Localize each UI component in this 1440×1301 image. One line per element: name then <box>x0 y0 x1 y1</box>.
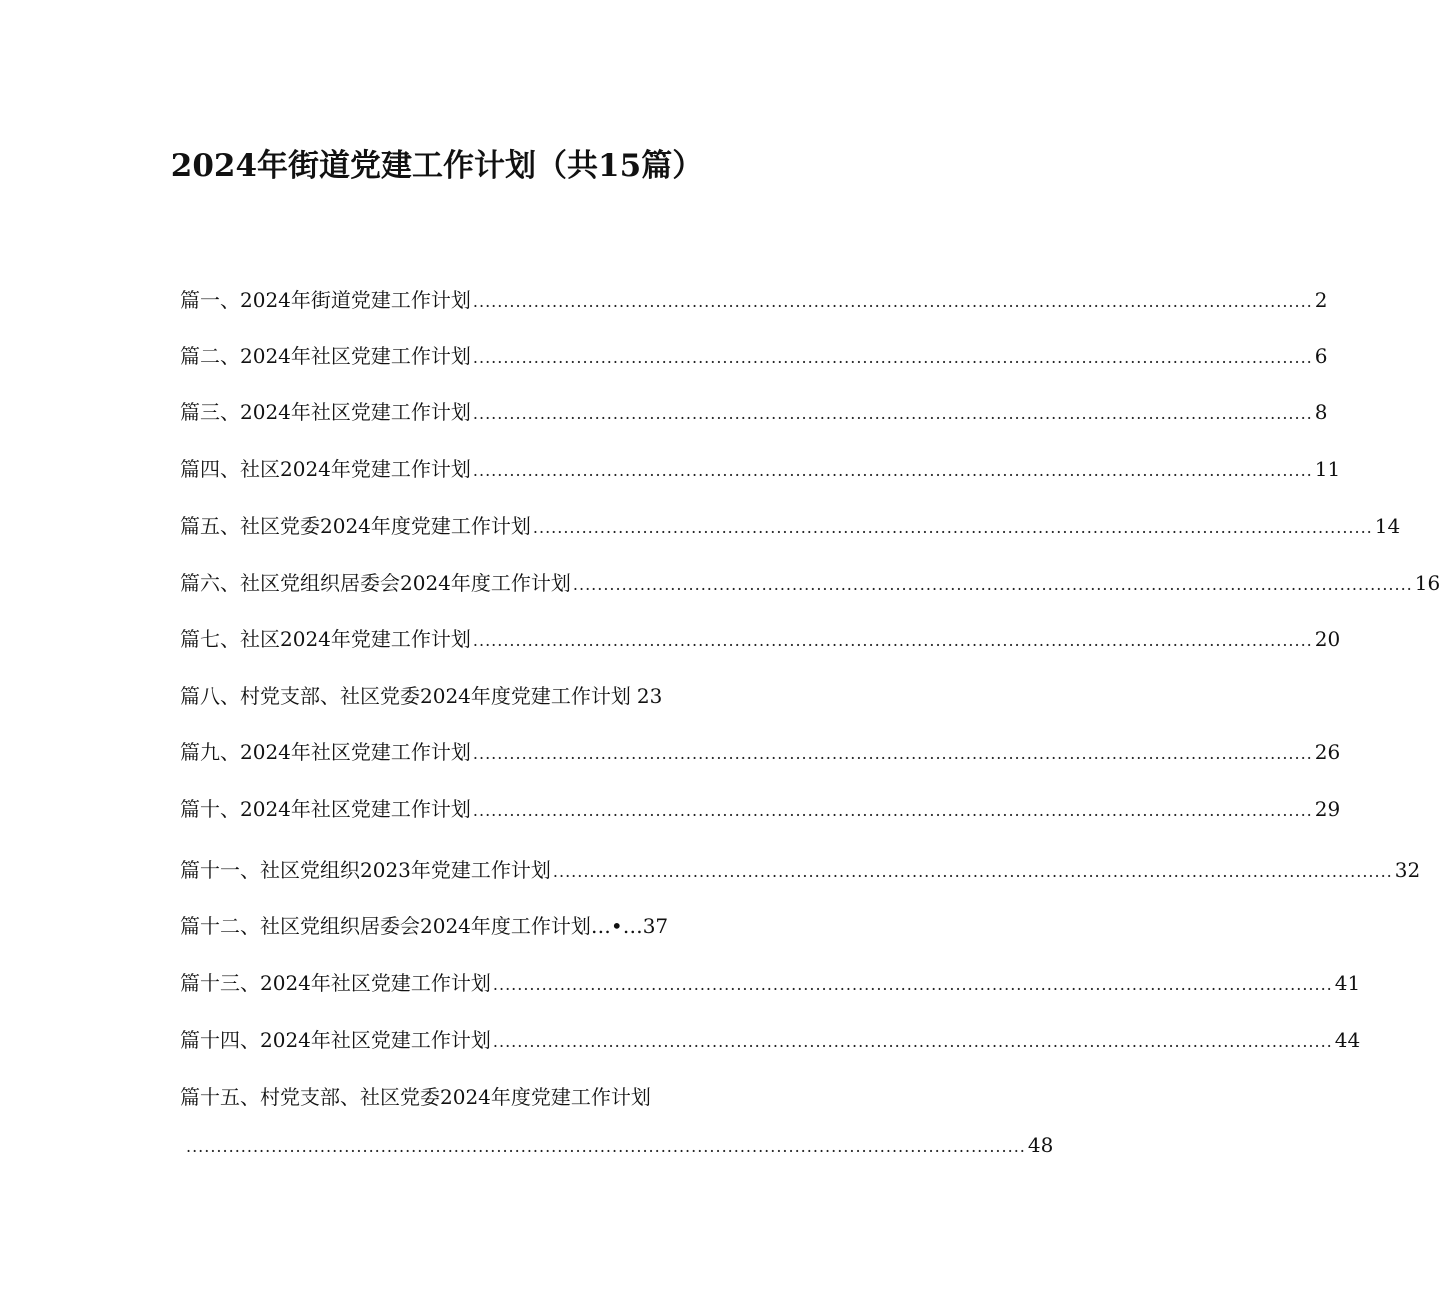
toc-entry-title: 篇十四、2024年社区党建工作计划 <box>180 1028 491 1052</box>
toc-entry-title: 篇七、社区2024年党建工作计划 <box>180 627 471 651</box>
toc-page-number: 32 <box>1394 858 1421 882</box>
toc-leader-dots: .......................................................................................................................................... <box>492 975 1333 994</box>
toc-entry-title: 篇六、社区党组织居委会2024年度工作计划 <box>180 571 571 595</box>
toc-page-number: 2 <box>1314 288 1328 312</box>
toc-entry-4[interactable] <box>180 453 1341 485</box>
toc-entry-6[interactable] <box>180 567 1440 599</box>
toc-entry-12[interactable] <box>180 910 770 942</box>
toc-entry-title: 篇十一、社区党组织2023年党建工作计划 <box>180 858 551 882</box>
toc-entry-title: 篇十三、2024年社区党建工作计划 <box>180 971 491 995</box>
toc-entry-title: 篇八、村党支部、社区党委2024年度党建工作计划 <box>180 684 631 708</box>
toc-entry-10[interactable] <box>180 793 1341 825</box>
toc-entry-title: 篇十二、社区党组织居委会2024年度工作计划…•… <box>180 914 643 938</box>
toc-leader-dots: .......................................................................................................................................... <box>472 744 1313 763</box>
toc-leader-dots: .......................................................................................................................................... <box>492 1032 1333 1051</box>
toc-page-number: 29 <box>1314 797 1341 821</box>
table-of-contents <box>180 0 1440 1301</box>
toc-entry-title: 篇五、社区党委2024年度党建工作计划 <box>180 514 531 538</box>
toc-leader-dots: .......................................................................................................................................... <box>472 348 1313 367</box>
toc-leader-dots: .......................................................................................................................................... <box>532 518 1373 537</box>
toc-page-number: 37 <box>642 914 669 938</box>
toc-entry-1[interactable] <box>180 284 1328 316</box>
toc-page-number: 23 <box>636 684 663 708</box>
toc-entry-title: 篇九、2024年社区党建工作计划 <box>180 740 471 764</box>
toc-entry-9[interactable] <box>180 736 1341 768</box>
toc-leader-dots: .......................................................................................................................................... <box>186 1137 1026 1156</box>
toc-leader-dots: .......................................................................................................................................... <box>472 461 1313 480</box>
toc-page-number: 14 <box>1374 514 1401 538</box>
toc-entry-3[interactable] <box>180 396 1328 428</box>
toc-entry-title: 篇二、2024年社区党建工作计划 <box>180 344 471 368</box>
toc-entry-14[interactable] <box>180 1024 1361 1056</box>
toc-leader-dots: .......................................................................................................................................... <box>472 404 1313 423</box>
toc-entry-7[interactable] <box>180 623 1341 655</box>
toc-leader-dots: .......................................................................................................................................... <box>572 575 1413 594</box>
toc-page-number: 6 <box>1314 344 1328 368</box>
toc-entry-2[interactable] <box>180 340 1328 372</box>
toc-page-number: 48 <box>1027 1133 1054 1157</box>
toc-page-number: 41 <box>1334 971 1361 995</box>
toc-page-number: 20 <box>1314 627 1341 651</box>
toc-leader-dots: .......................................................................................................................................... <box>552 862 1393 881</box>
toc-entry-15[interactable] <box>180 1081 770 1113</box>
toc-entry-15-continuation[interactable] <box>186 1133 1054 1165</box>
toc-page-number: 11 <box>1314 457 1341 481</box>
toc-entry-5[interactable] <box>180 510 1401 542</box>
toc-leader-dots: .......................................................................................................................................... <box>472 292 1313 311</box>
toc-entry-11[interactable] <box>180 854 1421 886</box>
toc-entry-8[interactable] <box>180 680 770 712</box>
toc-entry-title: 篇四、社区2024年党建工作计划 <box>180 457 471 481</box>
toc-entry-13[interactable] <box>180 967 1361 999</box>
document-title: 2024年街道党建工作计划（共15篇） <box>170 148 704 184</box>
toc-leader-dots: .......................................................................................................................................... <box>472 801 1313 820</box>
toc-entry-title: 篇三、2024年社区党建工作计划 <box>180 400 471 424</box>
toc-page-number: 26 <box>1314 740 1341 764</box>
toc-leader-dots: .......................................................................................................................................... <box>472 631 1313 650</box>
toc-entry-title: 篇十、2024年社区党建工作计划 <box>180 797 471 821</box>
toc-page-number: 44 <box>1334 1028 1361 1052</box>
toc-page-number: 8 <box>1314 400 1328 424</box>
toc-page-number: 16 <box>1414 571 1440 595</box>
toc-entry-title: 篇十五、村党支部、社区党委2024年度党建工作计划 <box>180 1085 651 1109</box>
toc-entry-title: 篇一、2024年街道党建工作计划 <box>180 288 471 312</box>
